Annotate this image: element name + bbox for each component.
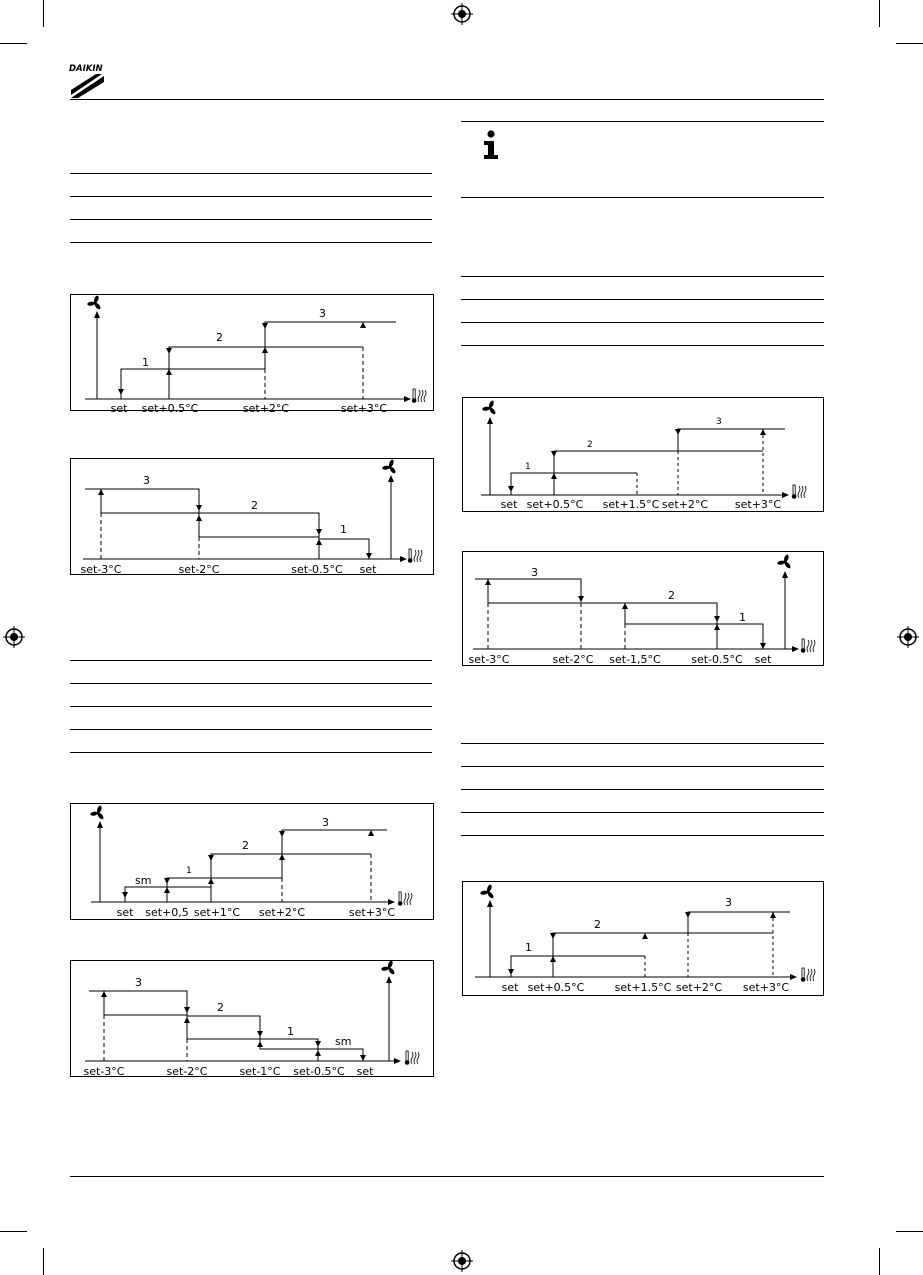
registration-mark-icon bbox=[451, 3, 473, 25]
axis-tick-label: set+2°C bbox=[675, 981, 723, 994]
axis-tick-label: set-3°C bbox=[80, 563, 122, 576]
axis-tick-label: set bbox=[500, 498, 518, 511]
table-rule bbox=[461, 766, 824, 767]
step-label: 1 bbox=[739, 611, 746, 624]
step-label: 2 bbox=[251, 499, 258, 512]
svg-text:DAIKIN: DAIKIN bbox=[69, 64, 103, 74]
thermometer-icon bbox=[408, 549, 422, 563]
crop-mark bbox=[896, 43, 923, 44]
axis-tick-label: set bbox=[110, 402, 128, 415]
axis-tick-label: set-2°C bbox=[552, 653, 594, 666]
axis-tick-label: set+3°C bbox=[734, 498, 782, 511]
fan-icon bbox=[381, 960, 396, 975]
table-rule bbox=[70, 173, 432, 174]
axis-tick-label: set-2°C bbox=[178, 563, 220, 576]
fan-icon bbox=[382, 459, 397, 474]
thermometer-icon bbox=[801, 639, 815, 653]
fan-speed-diagram-6 bbox=[462, 551, 824, 666]
table-rule bbox=[461, 812, 824, 813]
info-icon bbox=[482, 130, 500, 160]
step-label: 2 bbox=[217, 1001, 224, 1014]
step-label: 2 bbox=[587, 440, 593, 450]
step-label: 3 bbox=[319, 307, 326, 320]
axis-tick-label: set+2°C bbox=[661, 498, 709, 511]
step-label: 1 bbox=[525, 941, 532, 954]
axis-tick-label: set-0.5°C bbox=[293, 1065, 345, 1078]
axis-tick-label: set-1,5°C bbox=[609, 653, 661, 666]
registration-mark-icon bbox=[3, 626, 25, 648]
table-rule bbox=[70, 729, 432, 730]
step-label: 3 bbox=[725, 896, 732, 909]
thermometer-icon bbox=[412, 389, 426, 403]
thermometer-icon bbox=[792, 485, 806, 499]
axis-tick-label: set-0.5°C bbox=[291, 563, 343, 576]
table-rule bbox=[461, 276, 824, 277]
axis-tick-label: set+1.5°C bbox=[614, 981, 672, 994]
axis-tick-label: set+1.5°C bbox=[602, 498, 660, 511]
crop-mark bbox=[896, 1231, 923, 1232]
step-label: 3 bbox=[135, 976, 142, 989]
step-label: 1 bbox=[525, 462, 531, 472]
crop-mark bbox=[879, 0, 880, 27]
axis-tick-label: set-2°C bbox=[166, 1065, 208, 1078]
crop-mark bbox=[0, 1231, 27, 1232]
step-label: sm bbox=[335, 1035, 352, 1048]
axis-tick-label: set+3°C bbox=[742, 981, 790, 994]
fan-speed-diagram-7 bbox=[462, 881, 824, 996]
fan-icon bbox=[90, 805, 105, 820]
table-rule bbox=[461, 789, 824, 790]
axis-tick-label: set bbox=[116, 906, 134, 919]
step-label: 2 bbox=[668, 589, 675, 602]
axis-tick-label: set+0.5°C bbox=[526, 498, 584, 511]
table-rule bbox=[70, 683, 432, 684]
crop-mark bbox=[43, 0, 44, 27]
daikin-logo bbox=[68, 62, 106, 98]
axis-tick-label: set bbox=[501, 981, 519, 994]
note-rule bbox=[461, 121, 824, 122]
table-rule bbox=[70, 660, 432, 661]
axis-tick-label: set+2°C bbox=[258, 906, 306, 919]
axis-tick-label: set bbox=[359, 563, 377, 576]
step-label: 3 bbox=[716, 417, 722, 427]
step-label: 1 bbox=[142, 356, 149, 369]
table-rule bbox=[461, 299, 824, 300]
fan-speed-diagram-1 bbox=[70, 294, 434, 415]
fan-speed-diagram-3 bbox=[70, 803, 434, 920]
table-rule bbox=[70, 242, 432, 243]
axis-tick-label: set+1°C bbox=[193, 906, 241, 919]
crop-mark bbox=[43, 1248, 44, 1275]
axis-tick-label: set+0,5 bbox=[145, 906, 189, 919]
axis-tick-label: set+0.5°C bbox=[141, 402, 199, 415]
thermometer-icon bbox=[398, 892, 412, 906]
fan-icon bbox=[480, 884, 495, 899]
axis-tick-label: set-3°C bbox=[83, 1065, 125, 1078]
table-rule bbox=[70, 752, 432, 753]
table-rule bbox=[70, 706, 432, 707]
note-rule bbox=[461, 197, 824, 198]
table-rule bbox=[70, 196, 432, 197]
registration-mark-icon bbox=[897, 626, 919, 648]
step-label: 2 bbox=[594, 918, 601, 931]
crop-mark bbox=[879, 1248, 880, 1275]
header-rule bbox=[70, 99, 824, 100]
table-rule bbox=[461, 322, 824, 323]
table-rule bbox=[461, 743, 824, 744]
axis-tick-label: set bbox=[356, 1065, 374, 1078]
table-rule bbox=[461, 835, 824, 836]
step-label: 1 bbox=[287, 1025, 294, 1038]
axis-tick-label: set+0.5°C bbox=[527, 981, 585, 994]
fan-speed-diagram-4 bbox=[70, 960, 434, 1077]
fan-icon bbox=[482, 400, 497, 415]
registration-mark-icon bbox=[451, 1250, 473, 1272]
footer-rule bbox=[70, 1176, 824, 1177]
step-label: sm bbox=[135, 874, 152, 887]
step-label: 2 bbox=[216, 331, 223, 344]
axis-tick-label: set-1°C bbox=[239, 1065, 281, 1078]
thermometer-icon bbox=[405, 1051, 419, 1065]
axis-tick-label: set bbox=[754, 653, 772, 666]
step-label: 3 bbox=[531, 566, 538, 579]
crop-mark bbox=[0, 43, 27, 44]
table-rule bbox=[70, 219, 432, 220]
step-label: 1 bbox=[186, 866, 192, 876]
axis-tick-label: set-0.5°C bbox=[691, 653, 743, 666]
step-label: 2 bbox=[242, 839, 249, 852]
step-label: 1 bbox=[340, 523, 347, 536]
axis-tick-label: set-3°C bbox=[468, 653, 510, 666]
table-rule bbox=[461, 345, 824, 346]
step-label: 3 bbox=[143, 474, 150, 487]
axis-tick-label: set+2°C bbox=[242, 402, 290, 415]
fan-icon bbox=[777, 554, 792, 569]
fan-speed-diagram-2 bbox=[70, 458, 434, 575]
fan-icon bbox=[87, 295, 102, 310]
fan-speed-diagram-5 bbox=[462, 397, 824, 512]
thermometer-icon bbox=[801, 968, 815, 982]
axis-tick-label: set+3°C bbox=[340, 402, 388, 415]
axis-tick-label: set+3°C bbox=[348, 906, 396, 919]
step-label: 3 bbox=[322, 816, 329, 829]
